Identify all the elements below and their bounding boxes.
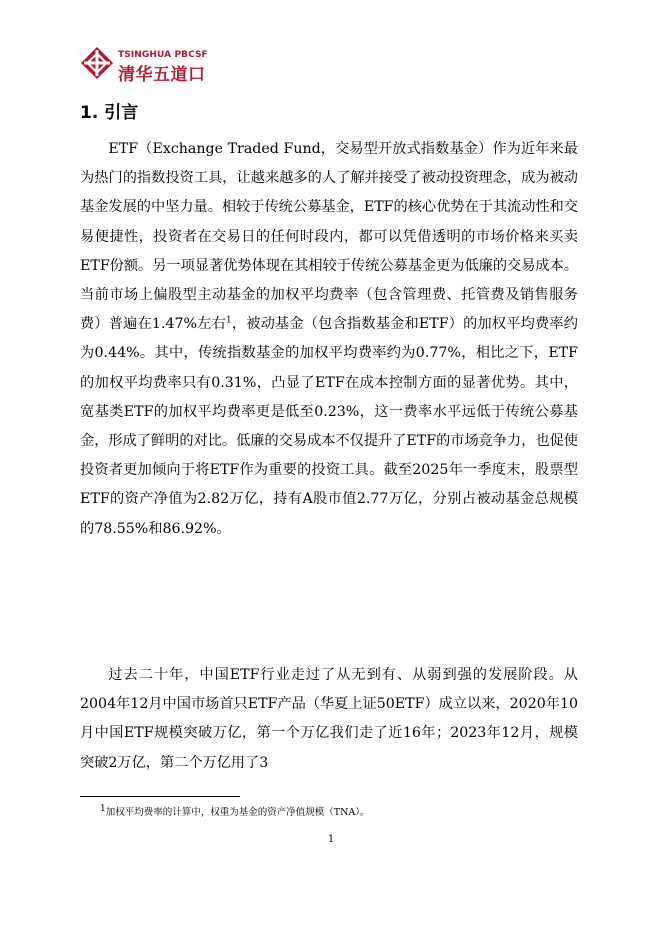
institution-logo	[80, 46, 220, 85]
footnote-reference: 1	[225, 315, 232, 326]
footnote	[100, 804, 370, 818]
logo-chinese-name: 清华五道口	[118, 65, 206, 85]
footnote-mark: 1	[100, 803, 106, 814]
footnote-divider	[80, 796, 240, 797]
section-heading: 1. 引言	[80, 103, 139, 123]
body-paragraph-2: 过去二十年，中国ETF行业走过了从无到有、从弱到强的发展阶段。从2004年12月中国市场首只ETF产品（华夏上证50ETF）成立以来，2020年10月中国ETF规模突破万亿，第一个万亿我们走了近16年；2023年12月，规模突破2万亿，第二个万亿用了3	[80, 667, 578, 771]
page-number: 1	[327, 834, 335, 845]
footnote-text: 加权平均费率的计算中，权重为基金的资产净值规模（TNA）。	[105, 807, 370, 818]
body-paragraph-1	[80, 135, 578, 544]
pbcsf-emblem-icon	[80, 46, 114, 80]
paragraph-1-text-a: ETF（Exchange Traded Fund，交易型开放式指数基金）作为近年来最为热门的指数投资工具，让越来越多的人了解并接受了被动投资理念，成为被动基金发展的中坚力量。相较于传统公募基金，ETF的核心优势在于其流动性和交易便捷性，投资者在交易日的任何时段内，都可以凭借透明的市场价格来买卖ETF份额。另一项显著优势体现在其相较于传统公募基金更为低廉的交易成本。当前市场上偏股型主动基金的加权平均费率（包含管理费、托管费及销售服务费）普遍在1.47%左右	[80, 141, 578, 333]
logo-english-name: TSINGHUA PBCSF	[118, 50, 208, 60]
paragraph-1-text-b: ，被动基金（包含指数基金和ETF）的加权平均费率约为0.44%。其中，传统指数基金的加权平均费率约为0.77%，相比之下，ETF的加权平均费率只有0.31%，凸显了ETF在成本控制方面的显著优势。其中，宽基类ETF的加权平均费率更是低至0.23%，这一费率水平远低于传统公募基金，形成了鲜明的对比。低廉的交易成本不仅提升了ETF的市场竞争力，也促使投资者更加倾向于将ETF作为重要的投资工具。截至2025年一季度末，股票型ETF的资产净值为2.82万亿，持有A股市值2.77万亿，分别占被动基金总规模的78.55%和86.92%。	[80, 316, 578, 537]
